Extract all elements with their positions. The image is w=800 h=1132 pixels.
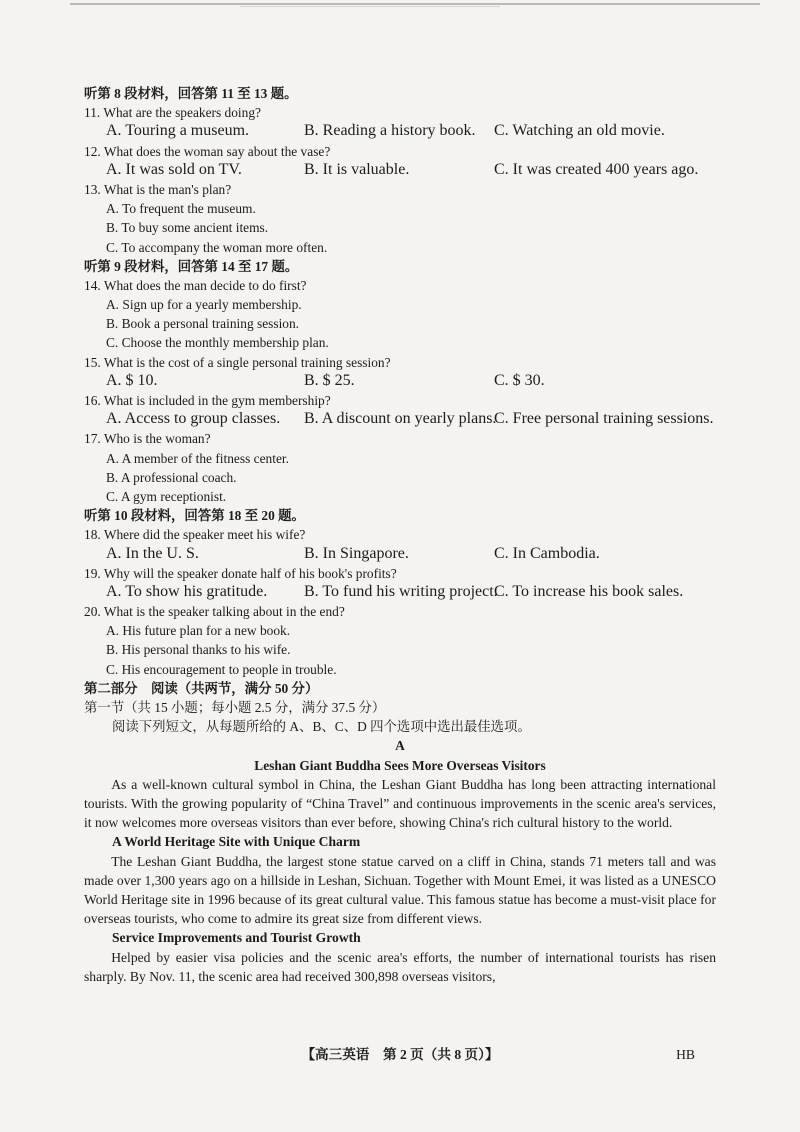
- option-19c: C. To increase his book sales.: [494, 582, 684, 600]
- option-14c: C. Choose the monthly membership plan.: [106, 335, 329, 351]
- options-16: [84, 410, 716, 429]
- reading-instructions: 阅读下列短文，从每题所给的 A、B、C、D 四个选项中选出最佳选项。: [112, 719, 531, 735]
- option-19b: B. To fund his writing project.: [304, 582, 498, 600]
- question-19: 19. Why will the speaker donate half of his book's profits?: [84, 565, 397, 581]
- passage-subheading-1: A World Heritage Site with Unique Charm: [112, 834, 361, 850]
- option-20a: A. His future plan for a new book.: [106, 623, 291, 639]
- option-14b: B. Book a personal training session.: [106, 316, 300, 332]
- question-20: 20. What is the speaker talking about in the end?: [84, 604, 345, 620]
- option-14a: A. Sign up for a yearly membership.: [106, 297, 302, 313]
- option-20b: B. His personal thanks to his wife.: [106, 642, 291, 658]
- question-18: 18. Where did the speaker meet his wife?: [84, 527, 306, 543]
- option-17b: B. A professional coach.: [106, 469, 237, 485]
- passage-title: Leshan Giant Buddha Sees More Overseas Visitors: [254, 757, 546, 773]
- exam-page: [84, 84, 716, 986]
- option-11b: B. Reading a history book.: [304, 122, 476, 140]
- option-18b: B. In Singapore.: [304, 544, 409, 562]
- passage-paragraph-3: Helped by easier visa policies and the scenic area's efforts, the number of international tourists has risen sharply. By Nov. 11, the scenic area had received 300,898 overseas visitors,: [84, 949, 716, 984]
- listening-header-10: 听第 10 段材料，回答第 18 至 20 题。: [84, 508, 305, 524]
- scan-edge-line: [70, 3, 760, 5]
- option-20c: C. His encouragement to people in trouble.: [106, 661, 337, 677]
- option-16b: B. A discount on yearly plans.: [304, 410, 497, 428]
- option-18c: C. In Cambodia.: [494, 544, 600, 562]
- option-15c: C. $ 30.: [494, 371, 545, 389]
- options-12: [84, 161, 716, 180]
- option-13b: B. To buy some ancient items.: [106, 220, 269, 236]
- question-15: 15. What is the cost of a single personal training session?: [84, 354, 391, 370]
- options-18: [84, 545, 716, 564]
- part-two-header: 第二部分 阅读（共两节，满分 50 分）: [84, 680, 319, 696]
- option-13c: C. To accompany the woman more often.: [106, 239, 328, 255]
- option-11c: C. Watching an old movie.: [494, 122, 665, 140]
- option-12c: C. It was created 400 years ago.: [494, 160, 699, 178]
- option-18a: A. In the U. S.: [106, 544, 199, 562]
- question-14: 14. What does the man decide to do first?: [84, 277, 307, 293]
- scan-edge-line-2: [240, 6, 500, 7]
- option-16a: A. Access to group classes.: [106, 410, 281, 428]
- passage-paragraph-1: As a well-known cultural symbol in China, the Leshan Giant Buddha has long been attracting international tourists. With the growing popularity of “China Travel” and continuous improvements in the scenic area's services, it now welcomes more overseas visitors than ever before, showing China's rich cultural history to the world.: [84, 776, 716, 831]
- paper-code: HB: [676, 1047, 695, 1062]
- question-17: 17. Who is the woman?: [84, 431, 211, 447]
- question-16: 16. What is included in the gym membership?: [84, 393, 331, 408]
- listening-header-8: 听第 8 段材料，回答第 11 至 13 题。: [84, 86, 298, 101]
- page-footer: 【高三英语 第 2 页（共 8 页）】: [301, 1047, 499, 1062]
- option-17c: C. A gym receptionist.: [106, 488, 227, 504]
- option-11a: A. Touring a museum.: [106, 122, 250, 140]
- question-12: 12. What does the woman say about the vase?: [84, 143, 331, 159]
- option-17a: A. A member of the fitness center.: [106, 450, 289, 466]
- option-19a: A. To show his gratitude.: [106, 582, 268, 600]
- options-11: [84, 122, 716, 141]
- passage-letter: A: [395, 738, 405, 754]
- question-11: 11. What are the speakers doing?: [84, 105, 261, 121]
- options-15: [84, 372, 716, 391]
- section-one-header: 第一节（共 15 小题；每小题 2.5 分，满分 37.5 分）: [84, 700, 386, 715]
- passage-subheading-2: Service Improvements and Tourist Growth: [112, 930, 361, 946]
- options-19: [84, 583, 716, 602]
- question-13: 13. What is the man's plan?: [84, 181, 232, 197]
- option-13a: A. To frequent the museum.: [106, 201, 256, 217]
- option-12a: A. It was sold on TV.: [106, 160, 242, 178]
- option-12b: B. It is valuable.: [304, 160, 410, 178]
- option-15b: B. $ 25.: [304, 371, 355, 389]
- listening-header-9: 听第 9 段材料，回答第 14 至 17 题。: [84, 258, 299, 274]
- option-16c: C. Free personal training sessions.: [494, 410, 714, 428]
- passage-paragraph-2: The Leshan Giant Buddha, the largest stone statue carved on a cliff in China, stands 71 meters tall and was made over 1,300 years ago on a hillside in Leshan, Sichuan. Together with Mount Emei, it was listed as a UNESCO World Heritage site in 1996 because of its great cultural value. This famous statue has become a must-visit place for overseas tourists, who come to admire its great size from different views.: [84, 853, 716, 927]
- option-15a: A. $ 10.: [106, 371, 158, 389]
